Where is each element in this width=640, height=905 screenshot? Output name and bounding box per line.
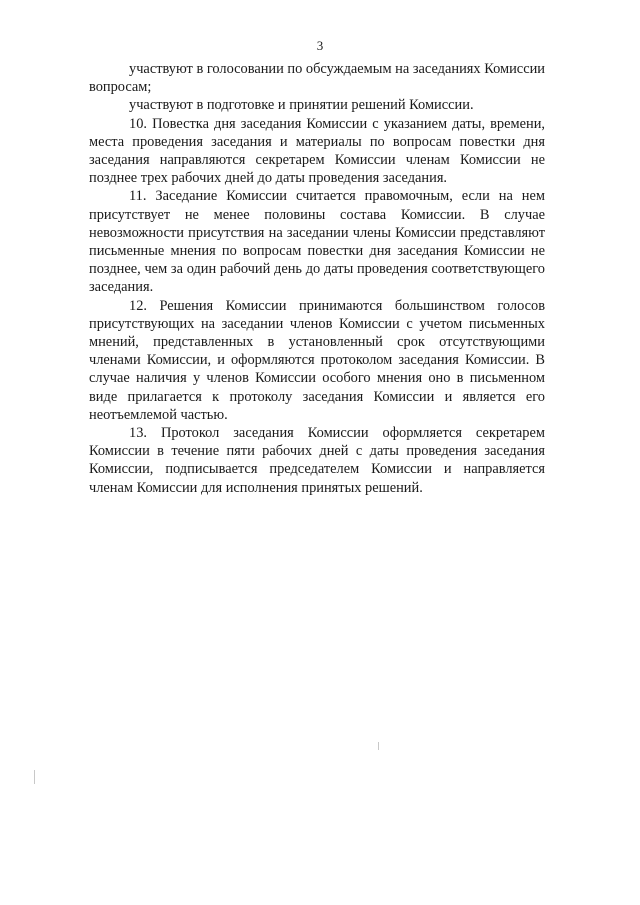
scan-artifact-line xyxy=(378,742,379,750)
paragraph-voting: участвуют в голосовании по обсуждаемым на заседаниях Комиссии вопросам; xyxy=(89,61,545,96)
paragraph-item-11: 11. Заседание Комиссии считается правомочным, если на нем присутствует не менее половины состава Комиссии. В случае невозможности присутствия на заседании члены Комиссии представляют письменные мнения по вопросам повестки дня заседания Комиссии не позднее, чем за один рабочий день до даты проведения соответствующего заседания. xyxy=(89,188,545,296)
paragraph-item-10: 10. Повестка дня заседания Комиссии с указанием даты, времени, места проведения заседания и материалы по вопросам повестки дня заседания направляются секретарем Комиссии членам Комиссии не позднее трех рабочих дней до даты проведения заседания. xyxy=(89,115,545,187)
paragraph-item-12: 12. Решения Комиссии принимаются большинством голосов присутствующих на заседании членов Комиссии с учетом письменных мнений, представленных в установленный срок отсутствующими членами Комиссии, и оформляются протоколом заседания Комиссии. В случае наличия у членов Комиссии особого мнения оно в письменном виде прилагается к протоколу заседания Комиссии и является его неотъемлемой частью. xyxy=(89,297,545,423)
paragraph-decisions-participation: участвуют в подготовке и принятии решений Комиссии. xyxy=(129,97,474,114)
page-number: 3 xyxy=(316,38,324,53)
paragraph-item-13: 13. Протокол заседания Комиссии оформляется секретарем Комиссии в течение пяти рабочих дней с даты проведения заседания Комиссии, подписывается председателем Комиссии и направляется членам Комиссии для исполнения принятых решений. xyxy=(89,425,545,496)
document-body xyxy=(89,60,545,497)
scan-artifact-line xyxy=(34,770,35,784)
